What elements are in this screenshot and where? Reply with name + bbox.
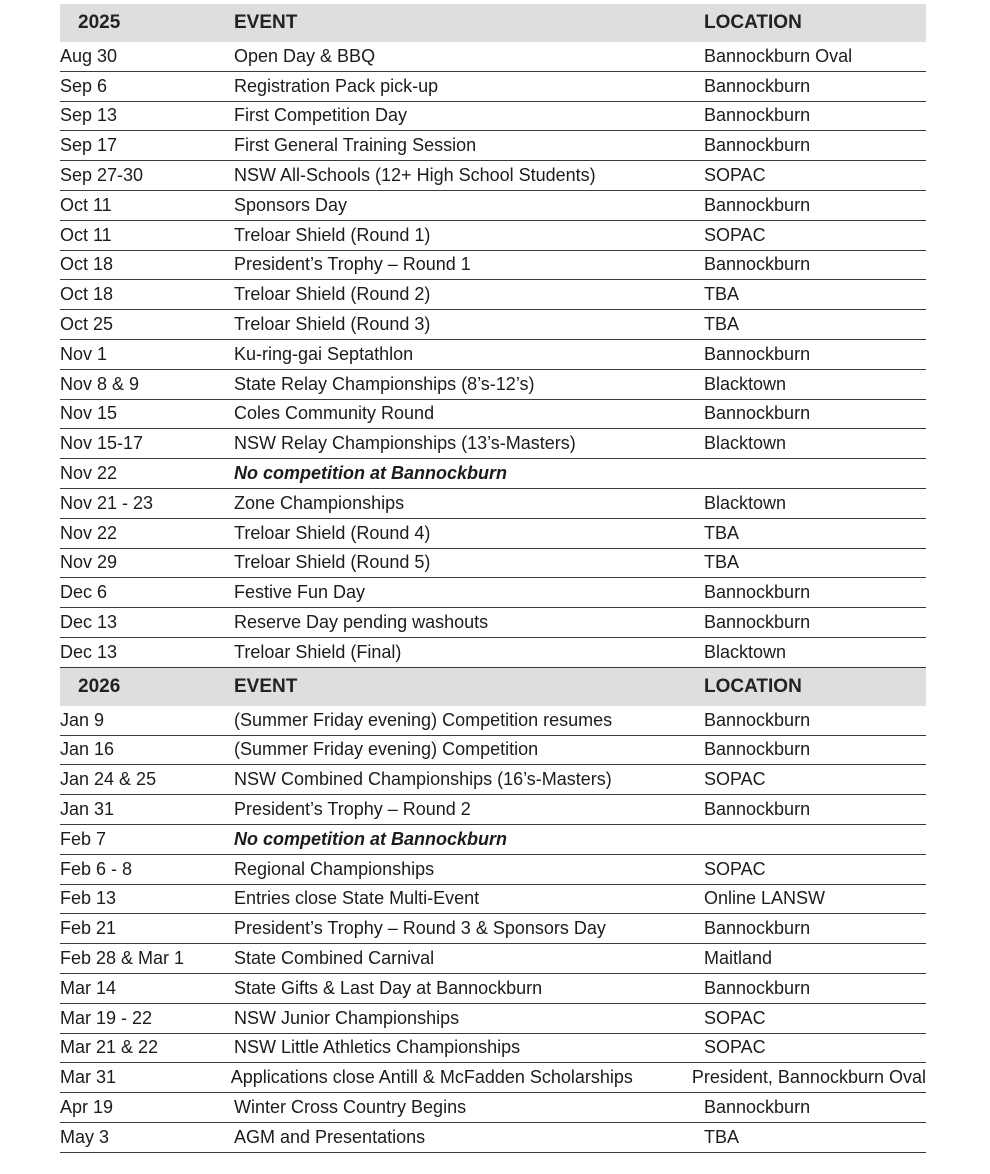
event-date: Aug 30 bbox=[60, 45, 118, 66]
event-location: Bannockburn bbox=[704, 75, 811, 96]
event-location: President, Bannockburn Oval bbox=[691, 1067, 926, 1088]
table-row bbox=[60, 221, 926, 251]
event-location: Bannockburn bbox=[704, 977, 811, 998]
event-name: President’s Trophy – Round 3 & Sponsors Day bbox=[234, 918, 606, 939]
table-row bbox=[60, 638, 926, 668]
event-location: Bannockburn bbox=[704, 918, 811, 939]
table-row bbox=[60, 549, 926, 579]
event-name: NSW Relay Championships (13’s-Masters) bbox=[234, 433, 576, 454]
table-row bbox=[60, 161, 926, 191]
table-row bbox=[60, 578, 926, 608]
event-column-header: EVENT bbox=[234, 675, 298, 697]
table-row bbox=[60, 1004, 926, 1034]
table-row bbox=[60, 400, 926, 430]
event-date: Apr 19 bbox=[60, 1096, 114, 1117]
event-date: Nov 15 bbox=[60, 403, 118, 424]
table-row bbox=[60, 885, 926, 915]
event-date: Dec 6 bbox=[60, 582, 108, 603]
table-row bbox=[60, 1123, 926, 1153]
event-location: Bannockburn bbox=[704, 799, 811, 820]
table-row bbox=[60, 340, 926, 370]
event-date: Feb 28 & Mar 1 bbox=[60, 948, 185, 968]
event-location: Bannockburn bbox=[704, 105, 811, 126]
event-location: Bannockburn bbox=[704, 739, 811, 760]
table-row bbox=[60, 102, 926, 132]
event-name: NSW Junior Championships bbox=[234, 1007, 460, 1028]
event-name: Entries close State Multi-Event bbox=[234, 888, 480, 909]
event-date: Jan 9 bbox=[60, 709, 105, 730]
table-row bbox=[60, 795, 926, 825]
event-name: Coles Community Round bbox=[234, 403, 435, 424]
table-row bbox=[60, 429, 926, 459]
table-row bbox=[60, 459, 926, 489]
event-location: Bannockburn bbox=[704, 135, 811, 156]
table-row bbox=[60, 191, 926, 221]
event-name: Treloar Shield (Round 3) bbox=[234, 314, 431, 335]
event-name: President’s Trophy – Round 2 bbox=[234, 799, 471, 820]
event-location: Blacktown bbox=[704, 373, 787, 394]
event-date: Oct 11 bbox=[60, 224, 112, 245]
event-location: Bannockburn bbox=[704, 403, 811, 424]
event-location: TBA bbox=[704, 1126, 740, 1147]
event-location: Bannockburn bbox=[704, 343, 811, 364]
event-location: SOPAC bbox=[704, 1007, 766, 1028]
event-name: NSW Little Athletics Championships bbox=[234, 1037, 521, 1058]
table-row bbox=[60, 280, 926, 310]
event-name: Treloar Shield (Final) bbox=[234, 641, 402, 662]
year-heading: 2026 bbox=[78, 675, 121, 697]
event-date: Feb 6 - 8 bbox=[60, 858, 133, 879]
event-location: Blacktown bbox=[704, 433, 787, 454]
event-name: State Relay Championships (8’s-12’s) bbox=[234, 373, 535, 394]
location-column-header: LOCATION bbox=[704, 12, 802, 33]
event-date: Nov 15-17 bbox=[60, 433, 144, 454]
event-name: No competition at Bannockburn bbox=[234, 463, 508, 484]
table-row bbox=[60, 855, 926, 885]
table-row bbox=[60, 42, 926, 72]
event-location: SOPAC bbox=[704, 858, 766, 879]
event-date: Mar 31 bbox=[60, 1067, 117, 1088]
event-date: Mar 14 bbox=[60, 977, 117, 998]
event-date: Nov 29 bbox=[60, 552, 118, 573]
table-row bbox=[60, 914, 926, 944]
event-location: SOPAC bbox=[704, 165, 766, 186]
event-name: Ku-ring-gai Septathlon bbox=[234, 343, 414, 364]
table-row bbox=[60, 72, 926, 102]
event-location: TBA bbox=[704, 522, 740, 543]
section-header-2026 bbox=[60, 668, 926, 706]
event-location: SOPAC bbox=[704, 769, 766, 790]
event-name: State Combined Carnival bbox=[234, 948, 435, 968]
event-name: Applications close Antill & McFadden Scholarships bbox=[230, 1067, 633, 1088]
event-name: First General Training Session bbox=[234, 135, 477, 156]
event-name: Festive Fun Day bbox=[234, 582, 366, 603]
event-name: Zone Championships bbox=[234, 492, 405, 513]
event-date: Dec 13 bbox=[60, 641, 118, 662]
event-column-header: EVENT bbox=[234, 12, 298, 33]
table-row bbox=[60, 1034, 926, 1064]
event-date: Feb 21 bbox=[60, 918, 117, 939]
event-name: Treloar Shield (Round 1) bbox=[234, 224, 431, 245]
location-column-header: LOCATION bbox=[704, 675, 802, 697]
table-row bbox=[60, 944, 926, 974]
event-location: Bannockburn bbox=[704, 709, 811, 730]
event-date: Mar 19 - 22 bbox=[60, 1007, 153, 1028]
event-date: Nov 21 - 23 bbox=[60, 492, 154, 513]
event-name: NSW Combined Championships (16’s-Masters) bbox=[234, 769, 612, 790]
event-date: Oct 18 bbox=[60, 254, 114, 275]
event-date: Jan 24 & 25 bbox=[60, 769, 157, 790]
event-date: Nov 8 & 9 bbox=[60, 373, 140, 394]
event-name: (Summer Friday evening) Competition resumes bbox=[234, 709, 613, 730]
event-location: Bannockburn bbox=[704, 194, 811, 215]
event-date: Sep 17 bbox=[60, 135, 118, 156]
table-row bbox=[60, 310, 926, 340]
table-row bbox=[60, 706, 926, 736]
event-date: Sep 27-30 bbox=[60, 165, 144, 186]
event-date: Dec 13 bbox=[60, 612, 118, 633]
event-location: TBA bbox=[704, 284, 740, 305]
event-location: Maitland bbox=[704, 948, 773, 968]
table-row bbox=[60, 974, 926, 1004]
event-date: Mar 21 & 22 bbox=[60, 1037, 159, 1058]
event-name: AGM and Presentations bbox=[234, 1126, 426, 1147]
section-header-2025 bbox=[60, 4, 926, 42]
event-location: TBA bbox=[704, 552, 740, 573]
year-heading: 2025 bbox=[78, 12, 121, 33]
event-name: Reserve Day pending washouts bbox=[234, 612, 489, 633]
event-location: Bannockburn bbox=[704, 254, 811, 275]
table-row bbox=[60, 489, 926, 519]
event-date: Jan 31 bbox=[60, 799, 115, 820]
event-date: Nov 22 bbox=[60, 463, 118, 484]
event-name: Treloar Shield (Round 4) bbox=[234, 522, 431, 543]
event-name: NSW All-Schools (12+ High School Students) bbox=[234, 165, 596, 186]
event-location: Bannockburn Oval bbox=[704, 45, 853, 66]
event-name: Open Day & BBQ bbox=[234, 45, 376, 66]
event-name: Regional Championships bbox=[234, 858, 435, 879]
table-row bbox=[60, 765, 926, 795]
event-name: State Gifts & Last Day at Bannockburn bbox=[234, 977, 543, 998]
event-name: Registration Pack pick-up bbox=[234, 75, 439, 96]
event-location: Online LANSW bbox=[704, 888, 826, 909]
event-date: Oct 18 bbox=[60, 284, 114, 305]
event-date: May 3 bbox=[60, 1126, 110, 1147]
event-date: Feb 7 bbox=[60, 828, 107, 849]
table-row bbox=[60, 608, 926, 638]
event-location: Blacktown bbox=[704, 641, 787, 662]
event-name: Sponsors Day bbox=[234, 194, 348, 215]
table-row bbox=[60, 370, 926, 400]
event-date: Nov 1 bbox=[60, 343, 108, 364]
event-name: President’s Trophy – Round 1 bbox=[234, 254, 471, 275]
table-row bbox=[60, 1093, 926, 1123]
table-row bbox=[60, 825, 926, 855]
event-location: SOPAC bbox=[704, 1037, 766, 1058]
event-location: SOPAC bbox=[704, 224, 766, 245]
event-location: Bannockburn bbox=[704, 1096, 811, 1117]
event-date: Sep 6 bbox=[60, 75, 108, 96]
event-date: Feb 13 bbox=[60, 888, 117, 909]
table-row bbox=[60, 251, 926, 281]
event-date: Oct 11 bbox=[60, 194, 112, 215]
event-location: Blacktown bbox=[704, 492, 787, 513]
table-row bbox=[60, 1063, 926, 1093]
event-name: (Summer Friday evening) Competition bbox=[234, 739, 539, 760]
event-date: Sep 13 bbox=[60, 105, 118, 126]
event-name: Treloar Shield (Round 2) bbox=[234, 284, 431, 305]
event-date: Oct 25 bbox=[60, 314, 114, 335]
event-name: First Competition Day bbox=[234, 105, 408, 126]
event-name: Treloar Shield (Round 5) bbox=[234, 552, 431, 573]
table-row bbox=[60, 131, 926, 161]
event-date: Jan 16 bbox=[60, 739, 115, 760]
table-row bbox=[60, 736, 926, 766]
event-date: Nov 22 bbox=[60, 522, 118, 543]
table-row bbox=[60, 519, 926, 549]
event-location: TBA bbox=[704, 314, 740, 335]
event-schedule bbox=[60, 4, 926, 1153]
event-name: No competition at Bannockburn bbox=[234, 828, 508, 849]
event-location: Bannockburn bbox=[704, 582, 811, 603]
event-name: Winter Cross Country Begins bbox=[234, 1096, 467, 1117]
event-location: Bannockburn bbox=[704, 612, 811, 633]
